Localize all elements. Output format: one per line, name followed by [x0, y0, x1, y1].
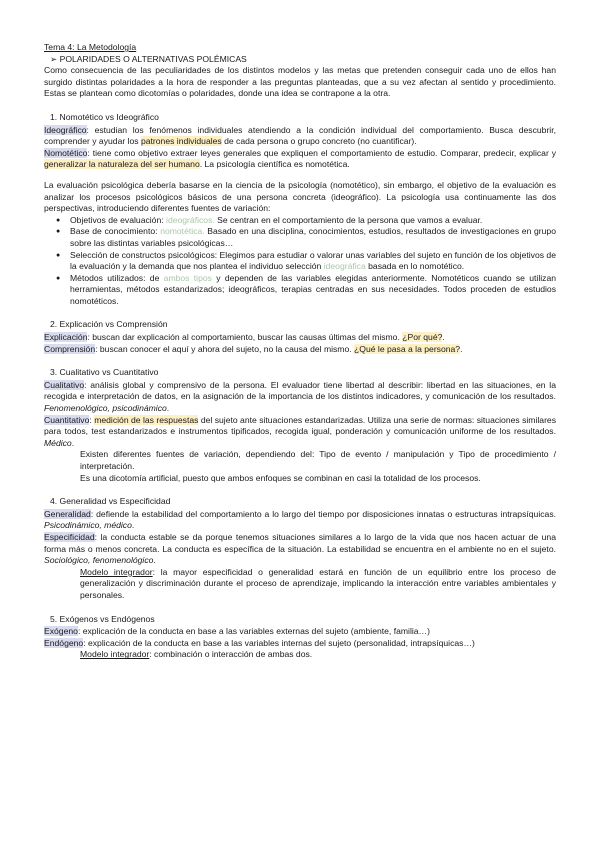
list-item: ● Métodos utilizados: de ambos tipos y dependen de las variables elegidas anteriormente. Nomotéticos cuando se utilizan herramientas, métodos estandarizados; ideográficos, terapias centradas en sus necesidades. Todos proceden de estudios nomotéticos. [70, 273, 556, 308]
section-heading: ➢ POLARIDADES O ALTERNATIVAS POLÉMICAS [50, 53, 247, 64]
dichotomy-note: Es una dicotomía artificial, puesto que ambos enfoques se combinan en casi la totalidad de los procesos. [80, 472, 481, 483]
section-3-title: 3. Cualitativo vs Cuantitativo [50, 367, 159, 378]
endogeno-definition: Endógeno: explicación de la conducta en base a las variables internas del sujeto (personalidad, intrapsíquicas…) [44, 637, 475, 648]
page-title: Tema 4: La Metodología [44, 42, 137, 52]
modelo-integrador-4: Modelo integrador: la mayor especificidad o generalidad estará en función de un equilibrio entre los proceso de generalización y discriminación durante el proceso de aprendizaje, implicando la interacción entre variables ambientales y personales. [80, 566, 556, 600]
variation-sources-list [44, 215, 556, 308]
comprension-definition: Comprensión: buscan conocer el aquí y ahora del sujeto, no la causa del mismo. ¿Qué le pasa a la persona?. [44, 343, 463, 354]
variation-note: Existen diferentes fuentes de variación, dependiendo del: Tipo de evento / manipulación y Tipo de procedimiento / interpretación. [80, 449, 556, 471]
especificidad-definition: Especificidad: la conducta estable se da porque tenemos situaciones similares a lo largo de la vida que nos hacen actuar de una forma más o menos concreta. La conducta es específica de la situación. La estabilidad se encuentra en el ambiente no en el sujeto. Sociológico, fenomenológico. [44, 531, 556, 566]
section-5-title: 5. Exógenos vs Endógenos [50, 613, 155, 624]
section-2-title: 2. Explicación vs Comprensión [50, 319, 168, 330]
list-item: ● Selección de constructos psicológicos: Elegimos para estudiar o valorar unas variables del sujeto en función de los objetivos de la evaluación y la demanda que nos plantea el individuo selección ideográfica basada en lo nomotético. [70, 250, 556, 273]
document-page [44, 42, 556, 661]
modelo-integrador-5: Modelo integrador: combinación o interacción de ambas dos. [80, 649, 313, 660]
cualitativo-definition: Cualitativo: análisis global y comprensivo de la persona. El evaluador tiene libertad al describir: libertad en las situaciones, en la recogida e interpretación de datos, en la asignación de la importancia de los distintos indicadores, y comunicación de los resultados. Fenomenológico, psicodinámico. [44, 379, 556, 414]
explicacion-definition: Explicación: buscan dar explicación al comportamiento, buscar las causas últimas del mismo. ¿Por qué?. [44, 332, 445, 343]
ideografico-definition: Ideográfico: estudian los fenómenos individuales atendiendo a la condición individual del comportamiento. Busca descubrir, comprender y ayudar los patrones individuales de cada persona o grupo concreto (no cuantificar). [44, 124, 556, 147]
exogeno-definition: Exógeno: explicación de la conducta en base a las variables externas del sujeto (ambiente, familia…) [44, 626, 430, 637]
evaluation-paragraph: La evaluación psicológica debería basarse en la ciencia de la psicología (nomotético), sin embargo, el objetivo de la evaluación es analizar los procesos psicológicos básicos de una persona concreta (ideográfico). La psicología usa continuamente las dos perspectivas, introduciendo diferentes fuentes de variación: [44, 179, 556, 214]
list-item: ● Objetivos de evaluación: ideográficos. Se centran en el comportamiento de la persona que vamos a evaluar. [70, 215, 556, 227]
nomotetico-definition: Nomotético: tiene como objetivo extraer leyes generales que expliquen el comportamiento de estudio. Comparar, predecir, explicar y generalizar la naturaleza del ser humano. La psicología científica es nomotética. [44, 147, 556, 170]
list-item: ● Base de conocimiento: nomotética. Basado en una disciplina, conocimientos, estudios, resultados de investigaciones en grupo sobre las distintas variables psicológicas… [70, 226, 556, 249]
section-1-title: 1. Nomotético vs Ideográfico [50, 111, 159, 122]
generalidad-definition: Generalidad: defiende la estabilidad del comportamiento a lo largo del tiempo por disposiciones innatas o estructuras intrapsíquicas. Psicodinámico, médico. [44, 508, 556, 531]
intro-paragraph: Como consecuencia de las peculiaridades de los distintos modelos y las metas que pretenden conseguir cada uno de ellos han surgido distintas polaridades a la hora de responder a las preguntas planteadas, que a su vez afectan al sentido y procedimiento. Estas se plantean como dicotomías o polaridades, donde una idea se contrapone a la otra. [44, 65, 556, 99]
section-4-title: 4. Generalidad vs Especificidad [50, 496, 171, 507]
cuantitativo-definition: Cuantitativo: medición de las respuestas del sujeto ante situaciones estandarizadas. Utiliza una serie de normas: situaciones similares para todos, test estandarizados e instrumentos tipificados, recogida igual, ponderación y comunicación uniforme de los resultados. Médico. [44, 414, 557, 448]
